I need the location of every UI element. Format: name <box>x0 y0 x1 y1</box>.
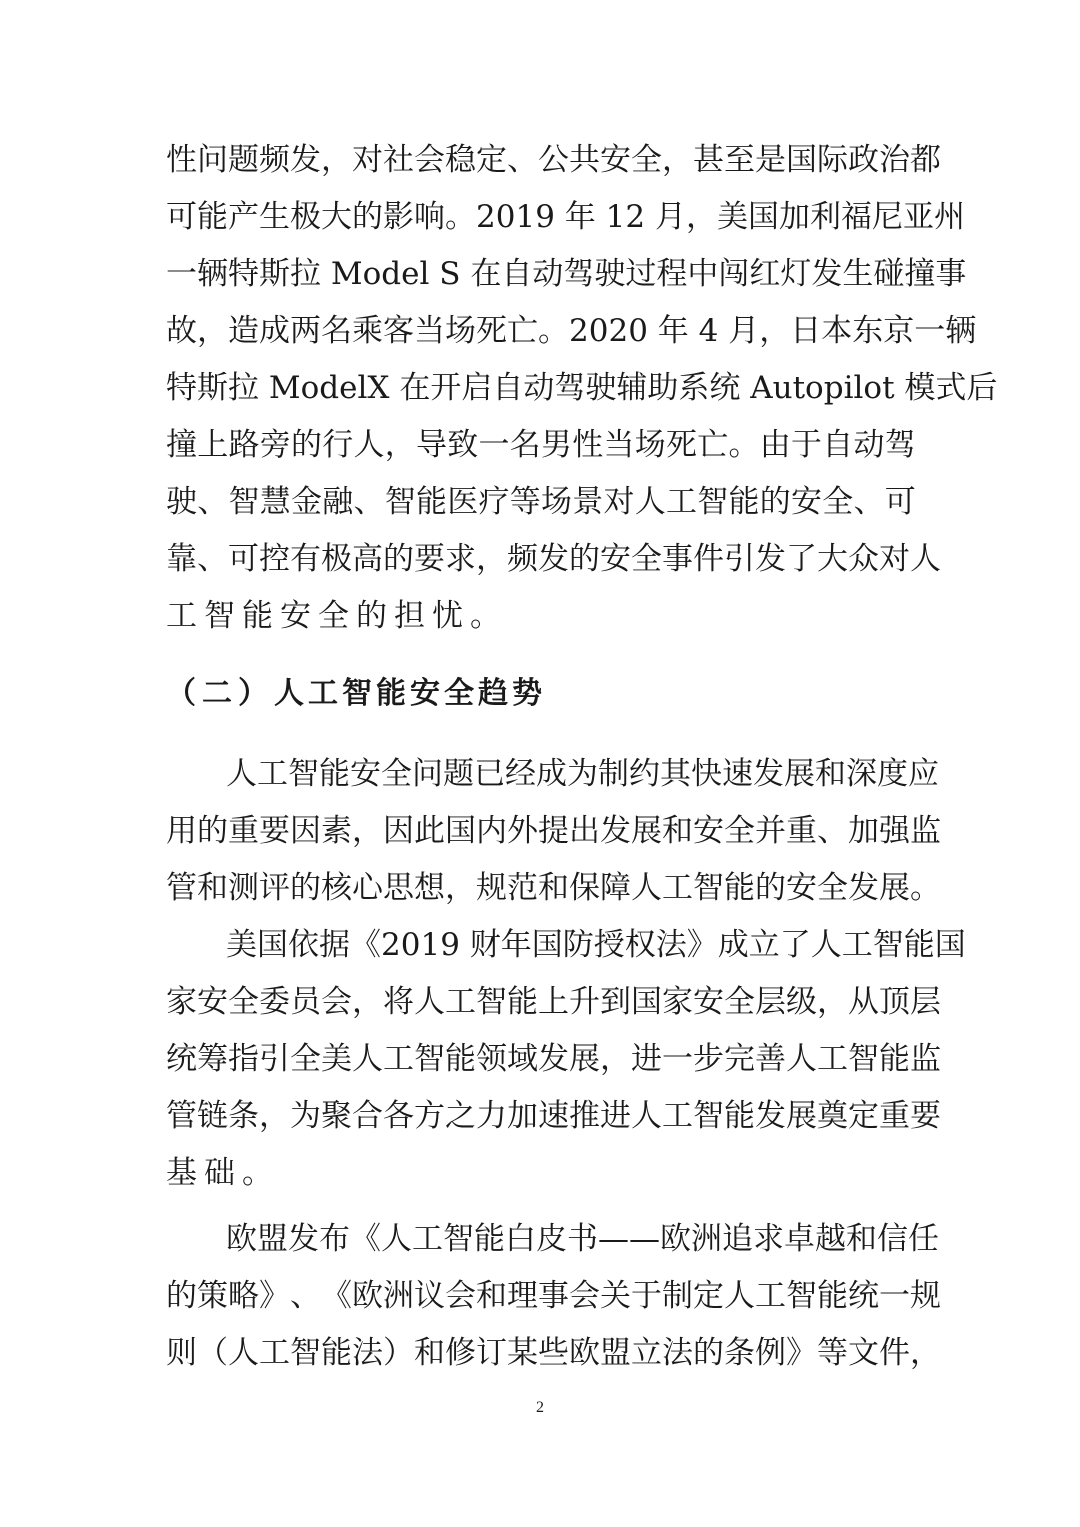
paragraph-line: 的 策 略 》 、 《 欧 洲 议 会 和 理 事 会 关 于 制 定 人 工 智 能 统 一 规 <box>166 1278 941 1314</box>
paragraph-line: 管 和 测 评 的 核 心 思 想 ， 规 范 和 保 障 人 工 智 能 的 安 全 发 展 。 <box>166 870 941 906</box>
section-heading <box>166 674 546 714</box>
paragraph-line: 性 问 题 频 发 ， 对 社 会 稳 定 、 公 共 安 全 ， 甚 至 是 国 际 政 治 都 <box>166 142 941 178</box>
section-title: 人工智能安全趋势 <box>274 676 546 711</box>
paragraph-line: 用 的 重 要 因 素 ， 因 此 国 内 外 提 出 发 展 和 安 全 并 重 、 加 强 监 <box>166 813 941 849</box>
paragraph-line: 工智能安全的担忧。 <box>166 598 508 634</box>
paragraph-line: 驶 、 智 慧 金 融 、 智 能 医 疗 等 场 景 对 人 工 智 能 的 安 全 、 可 <box>166 484 916 520</box>
section-number: （二） <box>166 676 274 711</box>
paragraph-line: 则 （ 人 工 智 能 法 ） 和 修 订 某 些 欧 盟 立 法 的 条 例 》 等 文 件 ， <box>166 1335 941 1371</box>
paragraph-line: 基础。 <box>166 1155 280 1191</box>
paragraph-line: 故 ， 造 成 两 名 乘 客 当 场 死 亡 。 2 0 2 0 年 4 月 ， 日 本 东 京 一 辆 <box>166 313 977 349</box>
paragraph-line: 特 斯 拉 M o d e l X 在 开 启 自 动 驾 驶 辅 助 系 统 A u t o p i l o t 模 式 后 <box>166 370 998 406</box>
paragraph-line: 撞 上 路 旁 的 行 人 ， 导 致 一 名 男 性 当 场 死 亡 。 由 于 自 动 驾 <box>166 427 916 463</box>
paragraph-line: 欧 盟 发 布 《 人 工 智 能 白 皮 书 — — 欧 洲 追 求 卓 越 和 信 任 <box>226 1221 939 1257</box>
paragraph-line: 美 国 依 据 《 2 0 1 9 财 年 国 防 授 权 法 》 成 立 了 人 工 智 能 国 <box>226 927 966 963</box>
paragraph-line: 一 辆 特 斯 拉 M o d e l S 在 自 动 驾 驶 过 程 中 闯 红 灯 发 生 碰 撞 事 <box>166 256 967 292</box>
paragraph-line: 靠 、 可 控 有 极 高 的 要 求 ， 频 发 的 安 全 事 件 引 发 了 大 众 对 人 <box>166 541 941 577</box>
paragraph-line: 可 能 产 生 极 大 的 影 响 。 2 0 1 9 年 1 2 月 ， 美 国 加 利 福 尼 亚 州 <box>166 199 965 235</box>
paragraph-line: 管 链 条 ， 为 聚 合 各 方 之 力 加 速 推 进 人 工 智 能 发 展 奠 定 重 要 <box>166 1098 941 1134</box>
page-number: 2 <box>536 1399 544 1416</box>
paragraph-line: 人 工 智 能 安 全 问 题 已 经 成 为 制 约 其 快 速 发 展 和 深 度 应 <box>226 756 939 792</box>
paragraph-line: 家 安 全 委 员 会 ， 将 人 工 智 能 上 升 到 国 家 安 全 层 级 ， 从 顶 层 <box>166 984 941 1020</box>
paragraph-line: 统 筹 指 引 全 美 人 工 智 能 领 域 发 展 ， 进 一 步 完 善 人 工 智 能 监 <box>166 1041 941 1077</box>
